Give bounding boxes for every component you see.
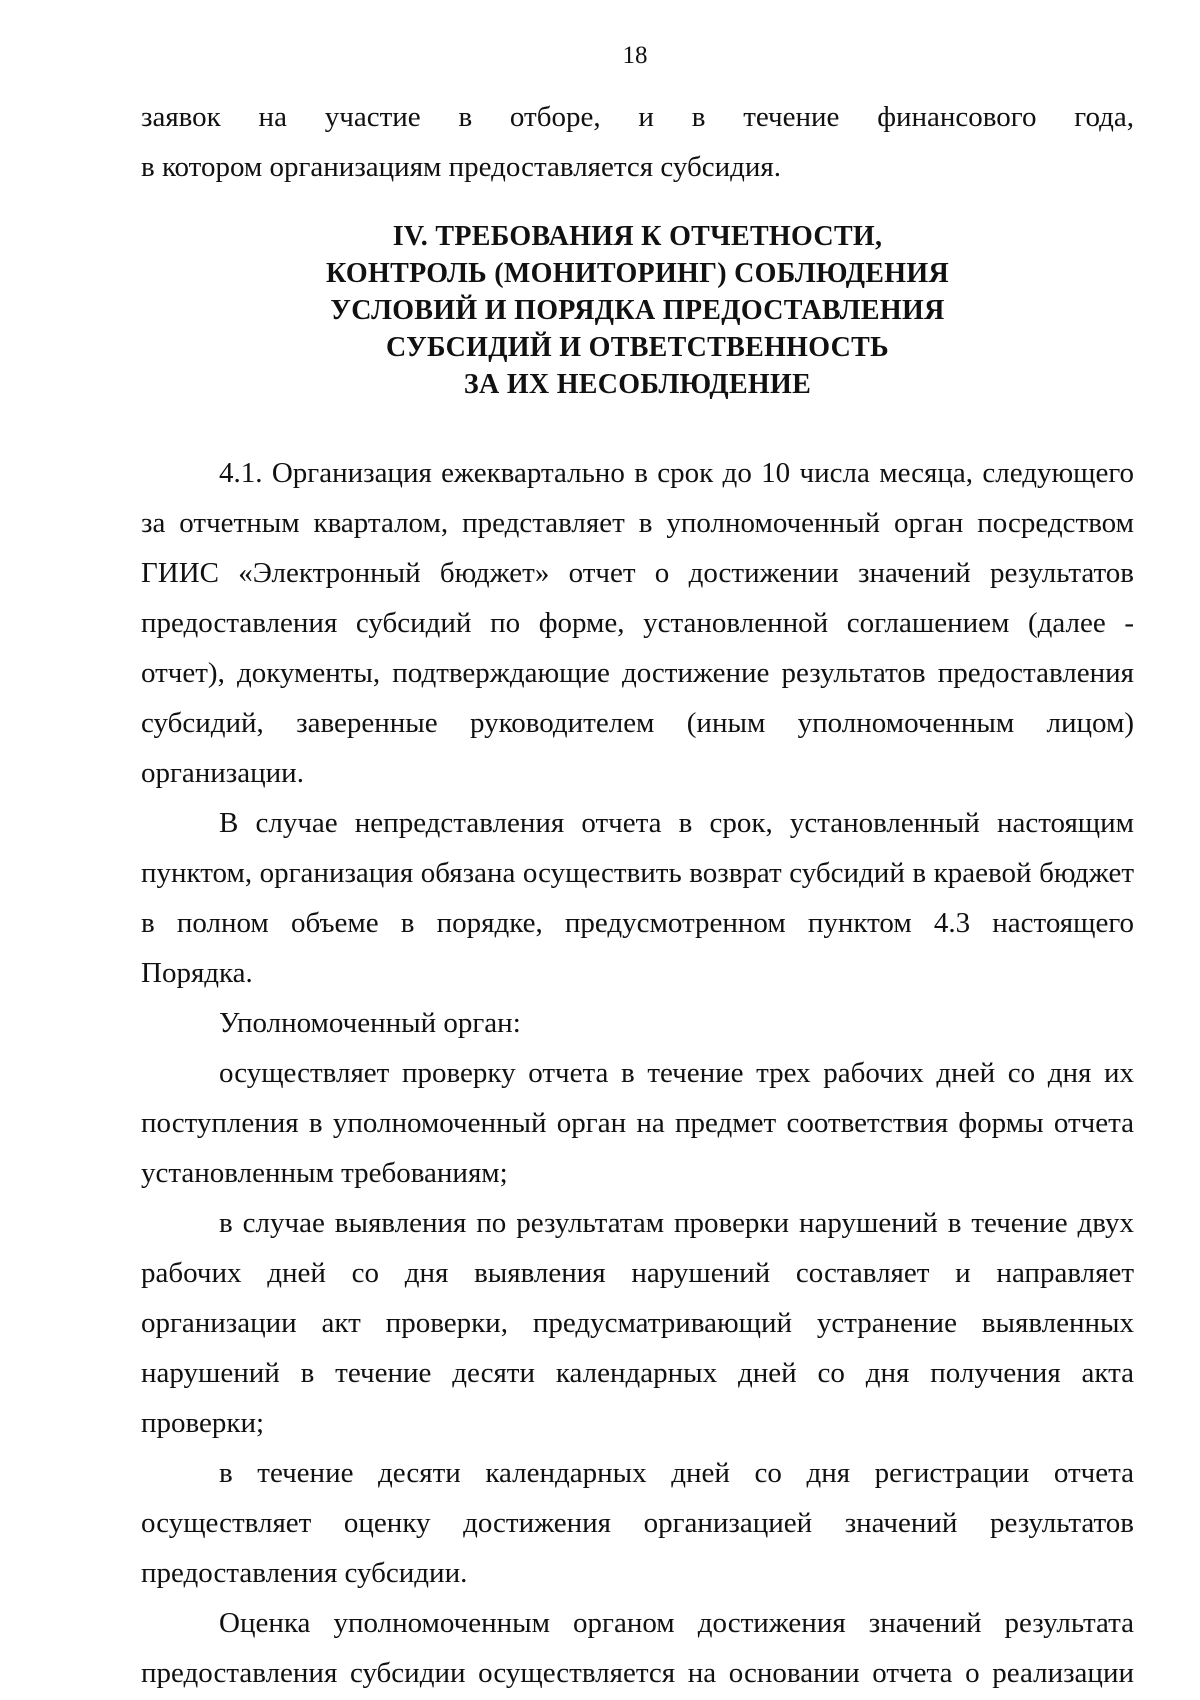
- heading-line: СУБСИДИЙ И ОТВЕТСТВЕННОСТЬ: [386, 332, 889, 363]
- heading-line: IV. ТРЕБОВАНИЯ К ОТЧЕТНОСТИ,: [392, 221, 883, 252]
- text-line: Оценка уполномоченным органом достижения значений результата: [219, 1607, 1134, 1639]
- paragraph-authorized-body: [141, 998, 1134, 1048]
- text-line: организации акт проверки, предусматривающий устранение выявленных: [141, 1307, 1134, 1339]
- paragraph-check-report: [141, 1048, 1134, 1198]
- heading-line: КОНТРОЛЬ (МОНИТОРИНГ) СОБЛЮДЕНИЯ: [326, 258, 949, 289]
- text-line: в котором организациям предоставляется субсидия.: [141, 151, 781, 183]
- text-line: рабочих дней со дня выявления нарушений составляет и направляет: [141, 1257, 1134, 1289]
- text-line: отчет), документы, подтверждающие достижение результатов предоставления: [141, 657, 1134, 689]
- paragraph-violations: [141, 1198, 1134, 1448]
- text-line: пунктом, организация обязана осуществить возврат субсидий в краевой бюджет: [141, 857, 1134, 889]
- text-line: предоставления субсидии осуществляется на основании отчета о реализации: [141, 1657, 1134, 1689]
- text-line: установленным требованиям;: [141, 1157, 508, 1189]
- heading-line: УСЛОВИЙ И ПОРЯДКА ПРЕДОСТАВЛЕНИЯ: [330, 295, 945, 326]
- text-line: в течение десяти календарных дней со дня регистрации отчета: [219, 1457, 1134, 1489]
- paragraph-evaluation: [141, 1448, 1134, 1598]
- text-line: организации.: [141, 757, 304, 789]
- heading-line: ЗА ИХ НЕСОБЛЮДЕНИЕ: [463, 369, 812, 400]
- text-line: субсидий, заверенные руководителем (иным уполномоченным лицом): [141, 707, 1134, 739]
- paragraph-assessment: [141, 1598, 1134, 1698]
- section-heading: [141, 218, 1134, 403]
- text-line: предоставления субсидий по форме, установленной соглашением (далее -: [141, 607, 1134, 639]
- text-line: осуществляет оценку достижения организацией значений результатов: [141, 1507, 1134, 1539]
- text-line: в полном объеме в порядке, предусмотренном пунктом 4.3 настоящего: [141, 907, 1134, 939]
- text-line: нарушений в течение десяти календарных дней со дня получения акта: [141, 1357, 1134, 1389]
- text-line: предоставления субсидии.: [141, 1557, 468, 1589]
- text-line: ГИИС «Электронный бюджет» отчет о достижении значений результатов: [141, 557, 1134, 589]
- text-line: В случае непредставления отчета в срок, установленный настоящим: [219, 807, 1134, 839]
- text-line: проверки;: [141, 1407, 265, 1439]
- text-line: 4.1. Организация ежеквартально в срок до 10 числа месяца, следующего: [219, 457, 1134, 489]
- paragraph-4-1: [141, 448, 1134, 798]
- paragraph-non-submission: [141, 798, 1134, 998]
- text-line: за отчетным кварталом, представляет в уполномоченный орган посредством: [141, 507, 1134, 539]
- text-line: заявок на участие в отборе, и в течение финансового года,: [141, 101, 1134, 133]
- document-body: [141, 92, 1134, 1698]
- text-line: Порядка.: [141, 957, 253, 989]
- text-line: осуществляет проверку отчета в течение трех рабочих дней со дня их: [219, 1057, 1134, 1089]
- text-line: поступления в уполномоченный орган на предмет соответствия формы отчета: [141, 1107, 1134, 1139]
- text-line: Уполномоченный орган:: [219, 1007, 521, 1039]
- page-number: 18: [622, 42, 648, 69]
- text-line: в случае выявления по результатам проверки нарушений в течение двух: [219, 1207, 1134, 1239]
